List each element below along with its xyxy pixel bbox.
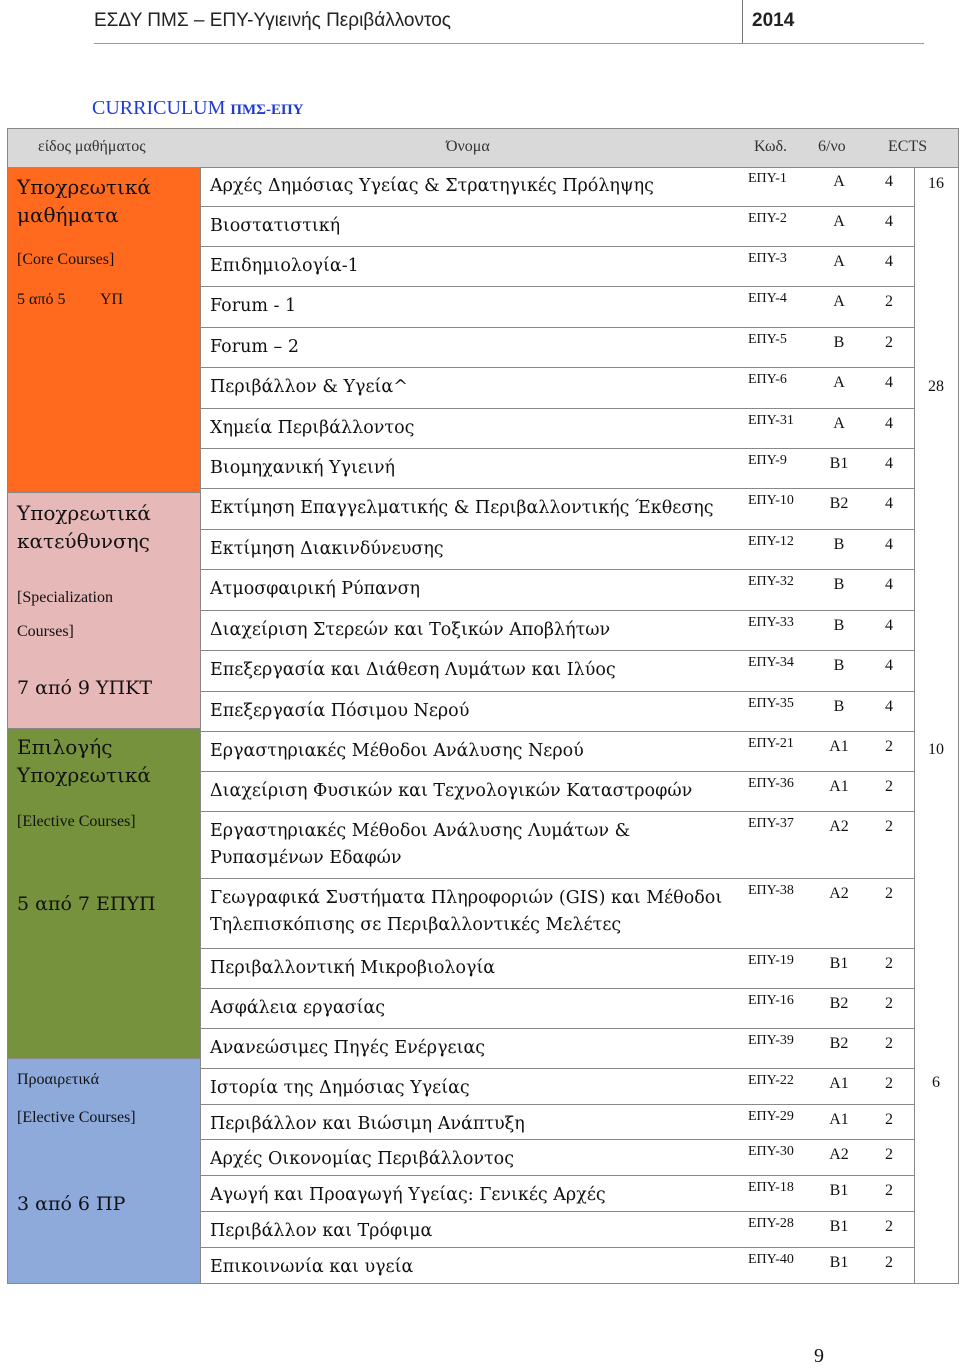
course-semester: Α (833, 374, 845, 391)
course-name: Χημεία Περιβάλλοντος (210, 418, 415, 438)
table-row (200, 1105, 914, 1140)
table-row (200, 611, 914, 651)
course-semester: Β (833, 657, 845, 674)
course-semester: Α (833, 415, 845, 432)
group-specialization (8, 493, 200, 729)
group-core (8, 167, 200, 493)
table-row (200, 409, 914, 449)
table-row (200, 247, 914, 287)
page-number: 9 (814, 1345, 824, 1367)
group-elective-required (8, 729, 200, 1059)
course-semester: Α (833, 173, 845, 190)
curriculum-title (92, 97, 304, 120)
course-name: Επεξεργασία και Διάθεση Λυμάτων και Ιλύος (210, 660, 616, 680)
course-code: ΕΠΥ-36 (748, 776, 794, 791)
course-semester: Α (833, 293, 845, 310)
course-semester: Α2 (829, 818, 849, 835)
course-code: ΕΠΥ-19 (748, 953, 794, 968)
header-type: είδος μαθήματος (38, 138, 146, 155)
course-ects: 4 (885, 173, 893, 190)
course-code: ΕΠΥ-32 (748, 574, 794, 589)
course-name: Περιβαλλοντική Μικροβιολογία (210, 958, 496, 978)
course-code: ΕΠΥ-4 (748, 291, 787, 306)
table-header-row (8, 129, 958, 168)
group-opt-total: 6 (932, 1074, 940, 1091)
course-semester: Β2 (829, 1035, 849, 1052)
course-code: ΕΠΥ-5 (748, 332, 787, 347)
table-row (200, 530, 914, 570)
course-ects: 4 (885, 455, 893, 472)
group-elec-line4: 5 από 7 ΕΠΥΠ (17, 893, 156, 915)
group-core-line5: ΥΠ (100, 291, 124, 308)
course-ects: 2 (885, 1075, 893, 1092)
table-row (200, 1069, 914, 1105)
course-semester: Β (833, 536, 845, 553)
course-ects: 2 (885, 293, 893, 310)
table-row (200, 879, 914, 949)
course-code: ΕΠΥ-28 (748, 1216, 794, 1231)
course-semester: Β (833, 576, 845, 593)
group-core-line4: 5 από 5 (17, 291, 66, 308)
column-divider (914, 167, 915, 1283)
curriculum-table (7, 128, 959, 1284)
course-code: ΕΠΥ-3 (748, 251, 787, 266)
course-name: Επιδημιολογία-1 (210, 256, 359, 276)
header-ects: ECTS (888, 138, 928, 155)
course-ects: 2 (885, 885, 893, 902)
course-name: Αρχές Οικονομίας Περιβάλλοντος (210, 1149, 515, 1169)
header-underline (94, 43, 924, 44)
course-name: Εργαστηριακές Μέθοδοι Ανάλυσης Λυμάτων & Ρυπασμένων Εδαφών (210, 821, 631, 868)
group-opt-line3: 3 από 6 ΠΡ (17, 1193, 126, 1215)
course-ects: 2 (885, 995, 893, 1012)
course-ects: 2 (885, 1111, 893, 1128)
course-semester: Β1 (829, 1254, 849, 1271)
table-row (200, 1248, 914, 1283)
group-opt-line1: Προαιρετικά (17, 1071, 99, 1088)
course-name: Ιστορία της Δημόσιας Υγείας (210, 1078, 470, 1098)
course-name: Αρχές Δημόσιας Υγείας & Στρατηγικές Πρόληψης (210, 176, 654, 196)
group-spec-line4: Courses] (17, 623, 74, 640)
course-semester: Β1 (829, 955, 849, 972)
group-core-line2: μαθήματα (17, 203, 119, 227)
course-name: Διαχείριση Φυσικών και Τεχνολογικών Καταστροφών (210, 781, 693, 801)
course-name: Forum – 2 (210, 337, 299, 357)
course-code: ΕΠΥ-10 (748, 493, 794, 508)
course-code: ΕΠΥ-31 (748, 413, 794, 428)
group-opt-line2: [Elective Courses] (17, 1109, 136, 1126)
course-name: Ανανεώσιμες Πηγές Ενέργειας (210, 1038, 486, 1058)
course-ects: 4 (885, 576, 893, 593)
group-spec-line2: κατεύθυνσης (17, 529, 150, 553)
header-name: Όνομα (446, 138, 490, 155)
course-semester: Α1 (829, 1075, 849, 1092)
group-spec-line5: 7 από 9 ΥΠΚΤ (17, 677, 153, 699)
group-core-line3: [Core Courses] (17, 251, 115, 268)
course-semester: Β2 (829, 995, 849, 1012)
course-semester: Α2 (829, 885, 849, 902)
course-code: ΕΠΥ-2 (748, 211, 787, 226)
course-ects: 2 (885, 1146, 893, 1163)
course-ects: 2 (885, 1035, 893, 1052)
course-code: ΕΠΥ-30 (748, 1144, 794, 1159)
course-name: Βιοστατιστική (210, 216, 341, 236)
group-core-total: 16 (928, 175, 944, 192)
course-name: Εργαστηριακές Μέθοδοι Ανάλυσης Νερού (210, 741, 584, 761)
header-divider (742, 0, 743, 44)
table-row (200, 949, 914, 989)
course-semester: Β (833, 698, 845, 715)
course-name: Ασφάλεια εργασίας (210, 998, 386, 1018)
page-header (0, 0, 960, 44)
course-code: ΕΠΥ-9 (748, 453, 787, 468)
group-elec-line2: Υποχρεωτικά (17, 763, 151, 787)
course-name: Επεξεργασία Πόσιμου Νερού (210, 701, 470, 721)
course-ects: 2 (885, 738, 893, 755)
course-semester: Α (833, 253, 845, 270)
table-row (200, 989, 914, 1029)
curriculum-suffix: ΠΜΣ-ΕΠΥ (230, 102, 304, 118)
course-semester: Β1 (829, 1182, 849, 1199)
course-semester: Α1 (829, 1111, 849, 1128)
course-code: ΕΠΥ-1 (748, 171, 787, 186)
course-code: ΕΠΥ-6 (748, 372, 787, 387)
table-row (200, 1212, 914, 1248)
course-ects: 4 (885, 495, 893, 512)
course-ects: 2 (885, 1254, 893, 1271)
table-row (200, 812, 914, 879)
table-row (200, 1176, 914, 1212)
course-name: Περιβάλλον & Υγεία^ (210, 377, 408, 397)
header-title: ΕΣΔΥ ΠΜΣ – ΕΠΥ-Υγιεινής Περιβάλλοντος (94, 10, 451, 31)
course-name: Διαχείριση Στερεών και Τοξικών Αποβλήτων (210, 620, 611, 640)
course-ects: 2 (885, 955, 893, 972)
course-name: Βιομηχανική Υγιεινή (210, 458, 395, 478)
header-year: 2014 (752, 10, 795, 31)
course-name: Γεωγραφικά Συστήματα Πληροφοριών (GIS) και Μέθοδοι Τηλεπισκόπισης σε Περιβαλλοντικές Μελέτες (210, 888, 723, 935)
course-code: ΕΠΥ-33 (748, 615, 794, 630)
course-code: ΕΠΥ-39 (748, 1033, 794, 1048)
table-row (200, 651, 914, 692)
course-semester: Β (833, 617, 845, 634)
course-name: Ατμοσφαιρική Ρύπανση (210, 579, 421, 599)
course-semester: Β2 (829, 495, 849, 512)
course-name: Forum - 1 (210, 296, 297, 316)
course-ects: 4 (885, 253, 893, 270)
course-name: Επικοινωνία και υγεία (210, 1257, 414, 1277)
course-code: ΕΠΥ-40 (748, 1252, 794, 1267)
header-semester: 6/νο (818, 138, 846, 155)
course-code: ΕΠΥ-37 (748, 816, 794, 831)
table-row (200, 449, 914, 489)
course-ects: 2 (885, 778, 893, 795)
table-row (200, 207, 914, 247)
group-elec-line1: Επιλογής (17, 735, 113, 759)
course-code: ΕΠΥ-35 (748, 696, 794, 711)
course-name: Εκτίμηση Επαγγελματικής & Περιβαλλοντικής Έκθεσης (210, 498, 714, 518)
table-row (200, 489, 914, 530)
course-ects: 2 (885, 1182, 893, 1199)
course-code: ΕΠΥ-22 (748, 1073, 794, 1088)
curriculum-label: CURRICULUM (92, 97, 226, 119)
course-ects: 4 (885, 374, 893, 391)
group-spec-line1: Υποχρεωτικά (17, 501, 151, 525)
course-semester: Β (833, 334, 845, 351)
table-row (200, 368, 914, 409)
course-name: Περιβάλλον και Τρόφιμα (210, 1221, 433, 1241)
course-code: ΕΠΥ-16 (748, 993, 794, 1008)
course-semester: Α2 (829, 1146, 849, 1163)
header-code: Κωδ. (754, 138, 788, 155)
table-row (200, 1029, 914, 1069)
group-spec-total: 28 (928, 378, 944, 395)
table-row (200, 692, 914, 732)
course-code: ΕΠΥ-29 (748, 1109, 794, 1124)
course-semester: Β1 (829, 1218, 849, 1235)
course-semester: Α1 (829, 778, 849, 795)
course-semester: Α (833, 213, 845, 230)
table-row (200, 732, 914, 772)
table-row (200, 1140, 914, 1176)
course-semester: Α1 (829, 738, 849, 755)
table-row (200, 570, 914, 611)
course-ects: 2 (885, 334, 893, 351)
course-name: Περιβάλλον και Βιώσιμη Ανάπτυξη (210, 1114, 525, 1134)
course-name: Εκτίμηση Διακινδύνευσης (210, 539, 444, 559)
course-ects: 4 (885, 698, 893, 715)
course-ects: 2 (885, 1218, 893, 1235)
course-ects: 4 (885, 213, 893, 230)
course-code: ΕΠΥ-18 (748, 1180, 794, 1195)
group-core-line1: Υποχρεωτικά (17, 175, 151, 199)
course-ects: 2 (885, 818, 893, 835)
group-elec-total: 10 (928, 741, 944, 758)
group-spec-line3: [Specialization (17, 589, 113, 606)
table-row (200, 772, 914, 812)
course-code: ΕΠΥ-12 (748, 534, 794, 549)
table-row (200, 328, 914, 368)
course-name: Αγωγή και Προαγωγή Υγείας: Γενικές Αρχές (210, 1185, 606, 1205)
course-code: ΕΠΥ-38 (748, 883, 794, 898)
course-ects: 4 (885, 617, 893, 634)
table-row (200, 287, 914, 328)
course-semester: Β1 (829, 455, 849, 472)
course-ects: 4 (885, 536, 893, 553)
course-ects: 4 (885, 657, 893, 674)
course-code: ΕΠΥ-34 (748, 655, 794, 670)
course-ects: 4 (885, 415, 893, 432)
table-row (200, 167, 914, 207)
group-elec-line3: [Elective Courses] (17, 813, 136, 830)
group-optional (8, 1059, 200, 1283)
course-code: ΕΠΥ-21 (748, 736, 794, 751)
